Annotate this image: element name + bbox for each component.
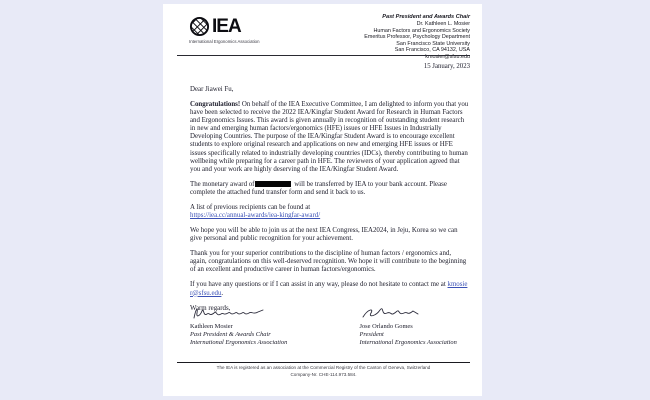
salutation: Dear Jiawei Fu, xyxy=(190,86,234,93)
globe-icon xyxy=(189,16,210,37)
letterhead-line: San Francisco, CA 94132, USA xyxy=(394,47,470,54)
letterhead-line: Dr. Kathleen L. Mosier xyxy=(416,20,470,27)
paragraph-text: If you have any questions or if I can assist in any way, please do not hesitate to contact me at xyxy=(190,281,448,289)
signatory-org: International Ergonomics Association xyxy=(190,339,288,346)
paragraph-contact xyxy=(190,281,469,297)
email-link[interactable]: kmosier@sfsu.edu xyxy=(190,281,468,297)
registration-footer xyxy=(177,362,470,379)
signature-section xyxy=(190,304,475,347)
header-divider xyxy=(177,55,470,56)
footer-line-company-number: Company-Nr. CHE-114.973.584. xyxy=(290,371,357,377)
paragraph-congress-invite: We hope you will be able to join us at the next IEA Congress, IEA2024, in Jeju, Korea so we can give personal and public recognition for your achievement. xyxy=(190,227,458,243)
signature-block-mosier xyxy=(190,304,306,347)
logo-text: IEA xyxy=(212,16,241,37)
footer-line-registration: The IEA is registered as an association at the Commercial Registry of the Canton of Geneva, Switzerland xyxy=(216,365,431,370)
signatory-org: International Ergonomics Association xyxy=(359,339,457,346)
redacted-amount xyxy=(255,181,291,188)
closing: Warm regards, xyxy=(190,304,231,312)
paragraph-text: On behalf of the IEA Executive Committee, I am delighted to inform you that you have been selected to receive the 2022 IEA/Kingfar Student Award for Research in Human Factors and Ergonomics Issues. This award is given annually in recognition of outstanding student research in new and emerging human factors/ergonomics (HFE) issues or HFE Issues in Industrially Developing Countries. The purpose of the IEA/Kingfar Student Award is to encourage excellent students to explore original research and applications on new and emerging HFE issues or HFE issues specifically related to industrially developing countries (IDCs), thereby contributing to human wellbeing while preparing for a career path in HFE. The reviewers of your application agreed that you and your work are highly deserving of the IEA/Kingfar Student Award. xyxy=(190,101,469,173)
paragraph-award-announcement xyxy=(190,101,469,174)
letter-page xyxy=(163,4,482,396)
paragraph-text: . xyxy=(221,289,224,297)
logo-subtext: International Ergonomics Association xyxy=(189,39,260,44)
paragraph-thanks: Thank you for your superior contributions to the discipline of human factors / ergonomics and, again, congratulations on this well-deserved recognition. We hope it will contribute to the beginning of an excellent and productive career in human factors/ergonomics. xyxy=(190,250,467,274)
iea-logo xyxy=(189,16,289,44)
signature-block-gomes xyxy=(360,304,476,347)
letterhead-block xyxy=(364,14,470,61)
letter-date: 15 January, 2023 xyxy=(423,63,470,70)
letter-body xyxy=(190,86,469,320)
letterhead-line: Emeritus Professor, Psychology Department xyxy=(364,34,470,41)
congratulations-lead: Congratulations! xyxy=(190,101,241,109)
signatory-title: Past President & Awards Chair xyxy=(190,331,271,338)
letterhead-line: San Francisco State University xyxy=(396,40,470,47)
paragraph-text: A list of previous recipients can be found at xyxy=(190,203,311,211)
paragraph-previous-recipients xyxy=(190,204,469,220)
paragraph-monetary-award xyxy=(190,181,469,197)
award-page-link[interactable]: https://iea.cc/annual-awards/iea-kingfar-award/ xyxy=(190,212,321,220)
letterhead-title: Past President and Awards Chair xyxy=(382,14,470,20)
paragraph-text: will be transferred by IEA to your bank account. Please complete the attached fund transfer form and send it back to us. xyxy=(190,180,447,196)
letterhead-line: Human Factors and Ergonomics Society xyxy=(373,27,470,34)
letterhead-email: kmosier@sfsu.edu xyxy=(425,54,470,61)
signature-jose-gomes-icon xyxy=(360,304,476,322)
signatory-title: President xyxy=(359,331,384,338)
signatory-name: Jose Orlando Gomes xyxy=(359,323,413,330)
signature-kathleen-mosier-icon xyxy=(190,304,306,322)
signatory-name: Kathleen Mosier xyxy=(190,323,233,330)
paragraph-text: The monetary award of xyxy=(190,180,255,188)
